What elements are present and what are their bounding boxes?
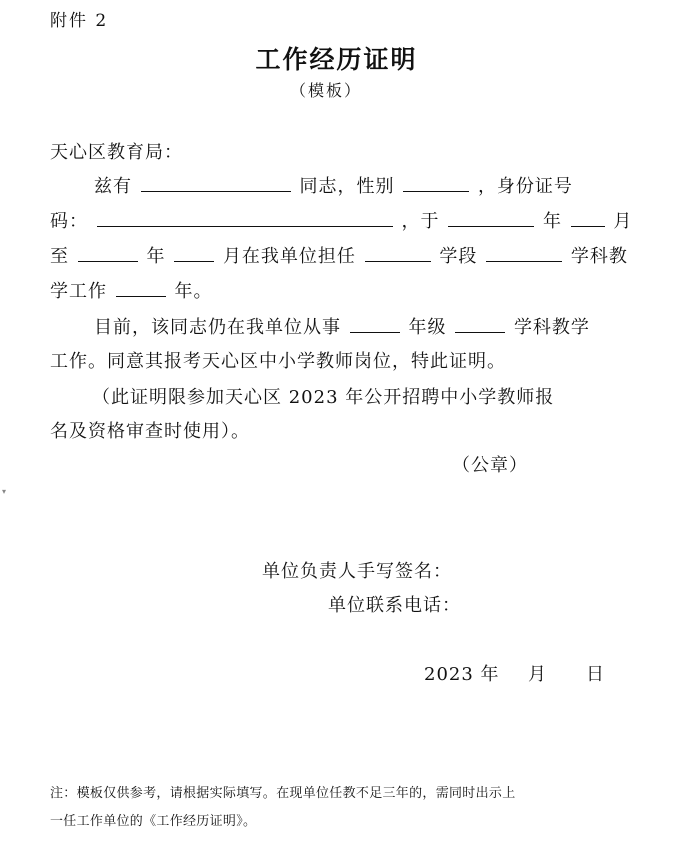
text: 月在我单位担任 — [222, 246, 356, 267]
end-year-blank[interactable] — [78, 243, 138, 262]
grade-blank[interactable] — [350, 314, 400, 333]
addressee: 天心区教育局： — [50, 142, 183, 163]
text: 学科教学 — [513, 317, 590, 338]
text: 目前，该同志仍在我单位从事 — [94, 317, 341, 338]
para3-line1: （此证明限参加天心区 2023 年公开招聘中小学教师报 — [92, 387, 555, 408]
attachment-label: 附件 2 — [50, 11, 109, 31]
corner-mark: ▾ — [2, 487, 7, 496]
date-month: 月 — [528, 664, 547, 685]
para2-line2: 工作。同意其报考天心区中小学教师岗位，特此证明。 — [50, 351, 506, 372]
text: 兹有 — [94, 176, 132, 197]
date-day: 日 — [586, 664, 605, 685]
text: 学段 — [439, 246, 478, 267]
document-subtitle: （模板） — [289, 81, 362, 100]
text: 年级 — [408, 317, 447, 338]
text: 同志，性别 — [299, 176, 395, 197]
para1-line4 — [50, 277, 212, 303]
text: ，于 — [401, 211, 440, 232]
official-seal-label: （公章） — [452, 455, 528, 476]
text: 码： — [50, 211, 88, 232]
para3-line2: 名及资格审查时使用）。 — [50, 421, 250, 442]
para1-line1 — [94, 172, 573, 198]
para1-line2 — [50, 207, 632, 233]
position-blank[interactable] — [365, 243, 431, 262]
note-line1: 注：模板仅供参考，请根据实际填写。在现单位任教不足三年的，需同时出示上 — [50, 786, 516, 801]
id-number-blank[interactable] — [97, 208, 393, 227]
para2-line1 — [94, 313, 590, 339]
para1-line3 — [50, 242, 628, 268]
text: 年 — [542, 211, 562, 232]
end-month-blank[interactable] — [174, 243, 214, 262]
text: 年。 — [174, 281, 213, 302]
section-blank[interactable] — [486, 243, 562, 262]
start-month-blank[interactable] — [571, 208, 605, 227]
text: ，身份证号 — [477, 176, 573, 197]
text: 年 — [146, 246, 166, 267]
text: 学工作 — [50, 281, 107, 302]
date-year: 2023 年 — [424, 664, 500, 685]
phone-label: 单位联系电话： — [328, 595, 461, 616]
text: 至 — [50, 246, 69, 267]
note-line2: 一任工作单位的《工作经历证明》。 — [50, 814, 257, 829]
document-title: 工作经历证明 — [255, 45, 418, 74]
name-blank[interactable] — [141, 173, 291, 192]
start-year-blank[interactable] — [448, 208, 534, 227]
text: 月 — [613, 211, 633, 232]
years-blank[interactable] — [116, 278, 166, 297]
subject-blank[interactable] — [455, 314, 505, 333]
signature-label: 单位负责人手写签名： — [262, 561, 452, 582]
gender-blank[interactable] — [403, 173, 469, 192]
text: 学科教 — [570, 246, 628, 267]
